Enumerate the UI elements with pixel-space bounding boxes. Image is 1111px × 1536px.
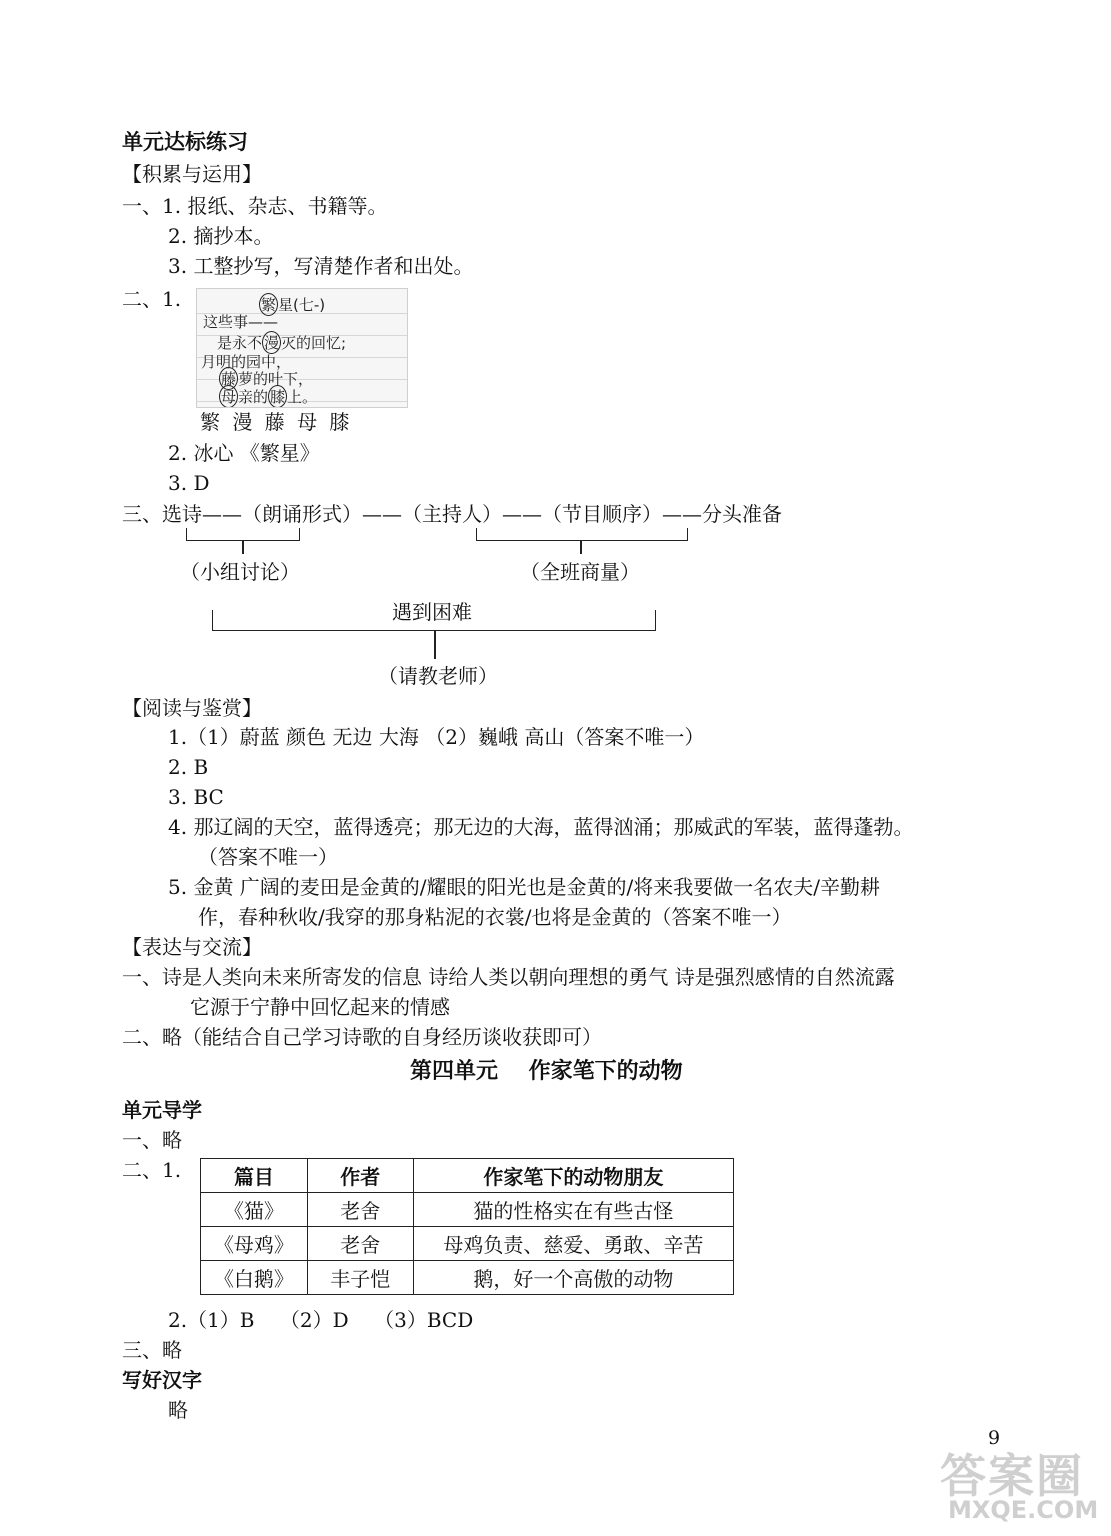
table-header: 作者 bbox=[307, 1159, 413, 1193]
answer-1-1: 一、1. 报纸、杂志、书籍等。 bbox=[122, 194, 388, 218]
handwriting-line-4: 月明的园中， bbox=[201, 353, 292, 371]
handwriting-line-6: 母 亲的 膝 上。 bbox=[219, 385, 317, 408]
subsection-accumulation: 【积累与运用】 bbox=[122, 162, 262, 186]
table-row bbox=[201, 1261, 734, 1295]
table-header: 篇目 bbox=[201, 1159, 308, 1193]
table-row bbox=[201, 1227, 734, 1261]
brace-class-discussion bbox=[476, 528, 688, 541]
brace-stem bbox=[580, 540, 582, 554]
guide-answer-2-label: 二、1. bbox=[122, 1158, 182, 1182]
label-difficulty: 遇到困难 bbox=[392, 600, 472, 624]
guide-answer-1: 一、略 bbox=[122, 1128, 182, 1152]
subsection-reading: 【阅读与鉴赏】 bbox=[122, 696, 262, 720]
table-cell: 鹅，好一个高傲的动物 bbox=[413, 1261, 733, 1295]
table-header: 作家笔下的动物朋友 bbox=[413, 1159, 733, 1193]
table-cell: 丰子恺 bbox=[307, 1261, 413, 1295]
reading-answer-4-note: （答案不唯一） bbox=[198, 845, 338, 869]
table-cell: 《母鸡》 bbox=[201, 1227, 308, 1261]
circled-char: 繁 bbox=[259, 293, 278, 316]
table-cell: 老舍 bbox=[307, 1193, 413, 1227]
subsection-expression: 【表达与交流】 bbox=[122, 935, 262, 959]
brace-stem bbox=[434, 631, 436, 659]
reading-answer-4: 4. 那辽阔的天空，蓝得透亮；那无边的大海，蓝得汹涌；那威武的军装，蓝得蓬勃。 bbox=[168, 815, 914, 839]
label-ask-teacher: （请教老师） bbox=[378, 664, 498, 688]
table-cell: 猫的性格实在有些古怪 bbox=[413, 1193, 733, 1227]
expression-answer-2: 二、略（能结合自己学习诗歌的自身经历谈收获即可） bbox=[122, 1025, 602, 1049]
handwriting-line-3: 是永不 漫 灭的回忆; bbox=[217, 331, 346, 354]
reading-answer-5: 5. 金黄 广阔的麦田是金黄的/耀眼的阳光也是金黄的/将来我要做一名农夫/辛勤耕 bbox=[168, 875, 881, 899]
write-answer: 略 bbox=[168, 1398, 188, 1422]
answer-3-flow: 三、选诗——（朗诵形式）——（主持人）——（节目顺序）——分头准备 bbox=[122, 502, 782, 526]
label-class-discussion: （全班商量） bbox=[520, 560, 640, 584]
watermark-logo: 答案圈 MXQE.COM bbox=[940, 1449, 1099, 1524]
unit4-title: 第四单元 作家笔下的动物 bbox=[410, 1059, 683, 1084]
circled-char: 藤 bbox=[219, 367, 238, 390]
circled-char: 漫 bbox=[262, 331, 281, 354]
expression-answer-1-cont: 它源于宁静中回忆起来的情感 bbox=[190, 995, 450, 1019]
expression-answer-1: 一、诗是人类向未来所寄发的信息 诗给人类以朝向理想的勇气 诗是强烈感情的自然流露 bbox=[122, 965, 895, 989]
circled-char: 母 bbox=[219, 385, 238, 408]
page-number: 9 bbox=[988, 1427, 1001, 1449]
answer-2-1-chars: 繁 漫 藤 母 膝 bbox=[200, 410, 350, 434]
handwriting-image bbox=[196, 288, 408, 408]
answer-2-1-label: 二、1. bbox=[122, 287, 182, 311]
answer-1-3: 3. 工整抄写，写清楚作者和出处。 bbox=[168, 254, 474, 278]
reading-answer-5-cont: 作，春种秋收/我穿的那身粘泥的衣裳/也将是金黄的（答案不唯一） bbox=[198, 905, 792, 929]
handwriting-line-5: 藤 萝的叶下， bbox=[219, 367, 313, 390]
guide-answer-3: 三、略 bbox=[122, 1338, 182, 1362]
table-header-row bbox=[201, 1159, 734, 1193]
section-title-unit-practice: 单元达标练习 bbox=[122, 130, 248, 154]
table-cell: 《猫》 bbox=[201, 1193, 308, 1227]
handwriting-line-2: 这些事—— bbox=[203, 313, 279, 331]
brace-stem bbox=[242, 540, 244, 554]
brace-difficulty bbox=[212, 610, 656, 631]
section-title-guide: 单元导学 bbox=[122, 1098, 202, 1122]
table-cell: 老舍 bbox=[307, 1227, 413, 1261]
answer-table bbox=[200, 1158, 734, 1295]
section-title-write: 写好汉字 bbox=[122, 1368, 202, 1392]
table-cell: 《白鹅》 bbox=[201, 1261, 308, 1295]
reading-answer-1: 1.（1）蔚蓝 颜色 无边 大海 （2）巍峨 高山（答案不唯一） bbox=[168, 725, 705, 749]
handwriting-line-1: 繁 星(七-) bbox=[259, 293, 325, 316]
guide-answer-2-2: 2.（1）B （2）D （3）BCD bbox=[168, 1308, 474, 1332]
answer-1-2: 2. 摘抄本。 bbox=[168, 224, 274, 248]
reading-answer-3: 3. BC bbox=[168, 785, 224, 809]
label-group-discussion: （小组讨论） bbox=[180, 560, 300, 584]
reading-answer-2: 2. B bbox=[168, 755, 209, 779]
answer-2-3: 3. D bbox=[168, 471, 210, 495]
answer-2-2: 2. 冰心 《繁星》 bbox=[168, 441, 320, 465]
table-row bbox=[201, 1193, 734, 1227]
table-cell: 母鸡负责、慈爱、勇敢、辛苦 bbox=[413, 1227, 733, 1261]
circled-char: 膝 bbox=[268, 385, 287, 408]
